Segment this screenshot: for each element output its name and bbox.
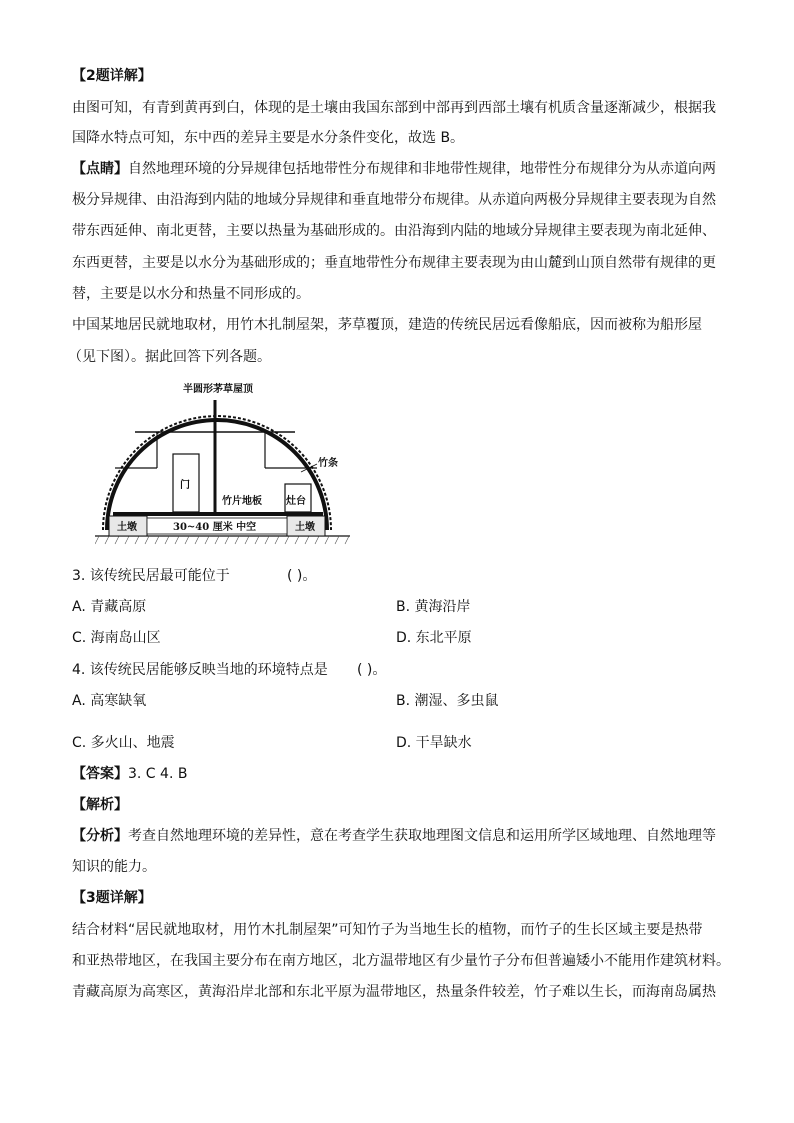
fenxi-text1: 考查自然地理环境的差异性，意在考查学生获取地理图文信息和运用所学区域地理、自然地理等 (128, 828, 716, 844)
q2-explain-line2: 国降水特点可知，东中西的差异主要是水分条件变化，故选 B。 (72, 130, 465, 146)
analysis-label: 【解析】 (72, 797, 128, 813)
answer-value: 3. C 4. B (128, 766, 188, 782)
label-bamboo-floor: 竹片地板 (222, 496, 262, 507)
q4-option-b: B. 潮湿、多虫鼠 (396, 693, 499, 709)
q3-option-c: C. 海南岛山区 (72, 630, 161, 646)
intro-line1: 中国某地居民就地取材，用竹木扎制屋架，茅草覆顶，建造的传统民居远看像船底，因而被称为船形屋 (72, 317, 702, 333)
label-gap: 30~40 厘米 中空 (173, 522, 257, 533)
label-door: 门 (180, 480, 190, 491)
tip-line1 (72, 159, 716, 179)
label-roof: 半圆形茅草屋顶 (183, 384, 253, 395)
tip-text1: 自然地理环境的分异规律包括地带性分布规律和非地带性规律，地带性分布规律分为从赤道向两 (128, 161, 716, 177)
q3-stem: 3. 该传统民居最可能位于 (72, 568, 230, 584)
q3-option-b: B. 黄海沿岸 (396, 599, 471, 615)
label-stove: 灶台 (286, 496, 306, 507)
q2-header: 【2题详解】 (72, 68, 152, 84)
label-earth-left: 土墩 (117, 522, 137, 533)
fenxi-label: 【分析】 (72, 828, 128, 844)
q3-paren: ( )。 (287, 568, 317, 584)
tip-line4: 东西更替，主要是以水分为基础形成的；垂直地带性分布规律主要表现为由山麓到山顶自然带有规律的更 (72, 255, 716, 271)
q4-option-d: D. 干旱缺水 (396, 735, 472, 751)
q4-paren: ( )。 (357, 662, 387, 678)
boat-house-diagram (95, 380, 355, 550)
q3-detail-line3: 青藏高原为高寒区，黄海沿岸北部和东北平原为温带地区，热量条件较差，竹子难以生长，而海南岛属热 (72, 984, 716, 1000)
q4-stem: 4. 该传统民居能够反映当地的环境特点是 (72, 662, 328, 678)
label-earth-right: 土墩 (295, 522, 315, 533)
tip-line2: 极分异规律、由沿海到内陆的地域分异规律和垂直地带分布规律。从赤道向两极分异规律主要表现为自然 (72, 192, 716, 208)
label-bamboo-strip: 竹条 (318, 458, 338, 469)
answer-label: 【答案】 (72, 766, 128, 782)
q3-option-a: A. 青藏高原 (72, 599, 147, 615)
q3-detail-line2: 和亚热带地区，在我国主要分布在南方地区，北方温带地区有少量竹子分布但普遍矮小不能用作建筑材料。 (72, 953, 730, 969)
q4-option-a: A. 高寒缺氧 (72, 693, 147, 709)
q3-detail-header: 【3题详解】 (72, 890, 152, 906)
answer-line (72, 764, 187, 784)
q3-option-d: D. 东北平原 (396, 630, 472, 646)
tip-line3: 带东西延伸、南北更替，主要以热量为基础形成的。由沿海到内陆的地域分异规律主要表现为南北延伸、 (72, 223, 716, 239)
fenxi-line2: 知识的能力。 (72, 859, 156, 875)
q3-detail-line1: 结合材料“居民就地取材，用竹木扎制屋架”可知竹子为当地生长的植物，而竹子的生长区域主要是热带 (72, 922, 703, 938)
fenxi-line1 (72, 826, 716, 846)
tip-label: 【点睛】 (72, 161, 128, 177)
q4-option-c: C. 多火山、地震 (72, 735, 175, 751)
q2-explain-line1: 由图可知，有青到黄再到白，体现的是土壤由我国东部到中部再到西部土壤有机质含量逐渐减少，根据我 (72, 100, 716, 116)
tip-line5: 替，主要是以水分和热量不同形成的。 (72, 286, 310, 302)
intro-line2: （见下图）。据此回答下列各题。 (68, 349, 271, 365)
